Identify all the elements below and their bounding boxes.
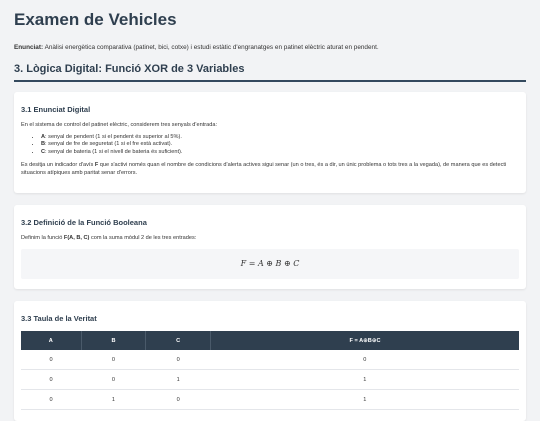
page-title: Examen de Vehicles bbox=[14, 10, 177, 29]
card-title-enunciat: 3.1 Enunciat Digital bbox=[21, 105, 91, 114]
statement-label: Enunciat: bbox=[14, 44, 44, 51]
card-title-taula: 3.3 Taula de la Veritat bbox=[21, 314, 97, 323]
table-row bbox=[21, 350, 519, 370]
card-funcio-booleana bbox=[14, 205, 526, 289]
text-key: F(A, B, C) bbox=[63, 235, 90, 241]
table-cell: 0 bbox=[21, 390, 81, 410]
list-item bbox=[41, 149, 519, 157]
table-cell: 0 bbox=[146, 350, 211, 370]
card-intro: En el sistema de control del patinet elèctric, considerem tres senyals d'entrada: bbox=[21, 122, 218, 128]
table-header-row bbox=[21, 331, 519, 350]
column-header: F = A⊕B⊕C bbox=[211, 331, 519, 350]
table-cell: 1 bbox=[146, 370, 211, 390]
table-cell: 1 bbox=[211, 370, 519, 390]
table-cell: 0 bbox=[21, 370, 81, 390]
card-description bbox=[21, 162, 519, 177]
table-cell: 0 bbox=[81, 350, 146, 370]
signal-desc: : senyal de pendent (1 si el pendent és superior al 5%). bbox=[45, 133, 182, 140]
desc-key: F bbox=[94, 162, 99, 169]
table-row bbox=[21, 370, 519, 390]
card-enunciat-digital bbox=[14, 92, 526, 193]
table-row bbox=[21, 390, 519, 410]
signal-list bbox=[21, 134, 519, 157]
list-item bbox=[41, 134, 519, 142]
card-title-booleana: 3.2 Definició de la Funció Booleana bbox=[21, 218, 147, 227]
column-header: B bbox=[81, 331, 146, 350]
card-text bbox=[21, 235, 519, 243]
statement-text: Anàlisi energètica comparativa (patinet, bici, cotxe) i estudi estàtic d'engranatges en patinet elèctric aturat en pendent. bbox=[44, 44, 379, 51]
table-cell: 0 bbox=[81, 370, 146, 390]
signal-key: A bbox=[41, 133, 46, 140]
signal-key: B bbox=[41, 141, 46, 148]
desc-post: que s'activi només quan el nombre de condicions d'alerta actives sigui senar (un o tres, és a dir, un únic problema o tots tres a la vegada), de manera que es detecti situacions atípiques amb paritat senar d'errors. bbox=[21, 162, 507, 176]
desc-pre: Es desitja un indicador d'avís bbox=[21, 162, 95, 169]
table-cell: 1 bbox=[211, 390, 519, 410]
signal-desc: : senyal de fre de seguretat (1 si el fre està activat). bbox=[45, 141, 173, 148]
statement bbox=[14, 44, 526, 51]
column-header: C bbox=[146, 331, 211, 350]
formula-box: F = A ⊕ B ⊕ C bbox=[21, 249, 519, 279]
table-cell: 0 bbox=[21, 350, 81, 370]
table-cell: 0 bbox=[146, 390, 211, 410]
column-header: A bbox=[21, 331, 81, 350]
signal-desc: : senyal de bateria (1 si el nivell de bateria és suficient). bbox=[45, 148, 183, 155]
signal-key: C bbox=[41, 148, 46, 155]
truth-table bbox=[21, 331, 519, 410]
text-post: com la suma mòdul 2 de les tres entrades: bbox=[89, 235, 197, 241]
text-pre: Definim la funció bbox=[21, 235, 64, 241]
card-taula-veritat bbox=[14, 301, 526, 421]
table-cell: 0 bbox=[211, 350, 519, 370]
section-title: 3. Lògica Digital: Funció XOR de 3 Variables bbox=[14, 63, 526, 82]
list-item bbox=[41, 141, 519, 149]
table-cell: 1 bbox=[81, 390, 146, 410]
